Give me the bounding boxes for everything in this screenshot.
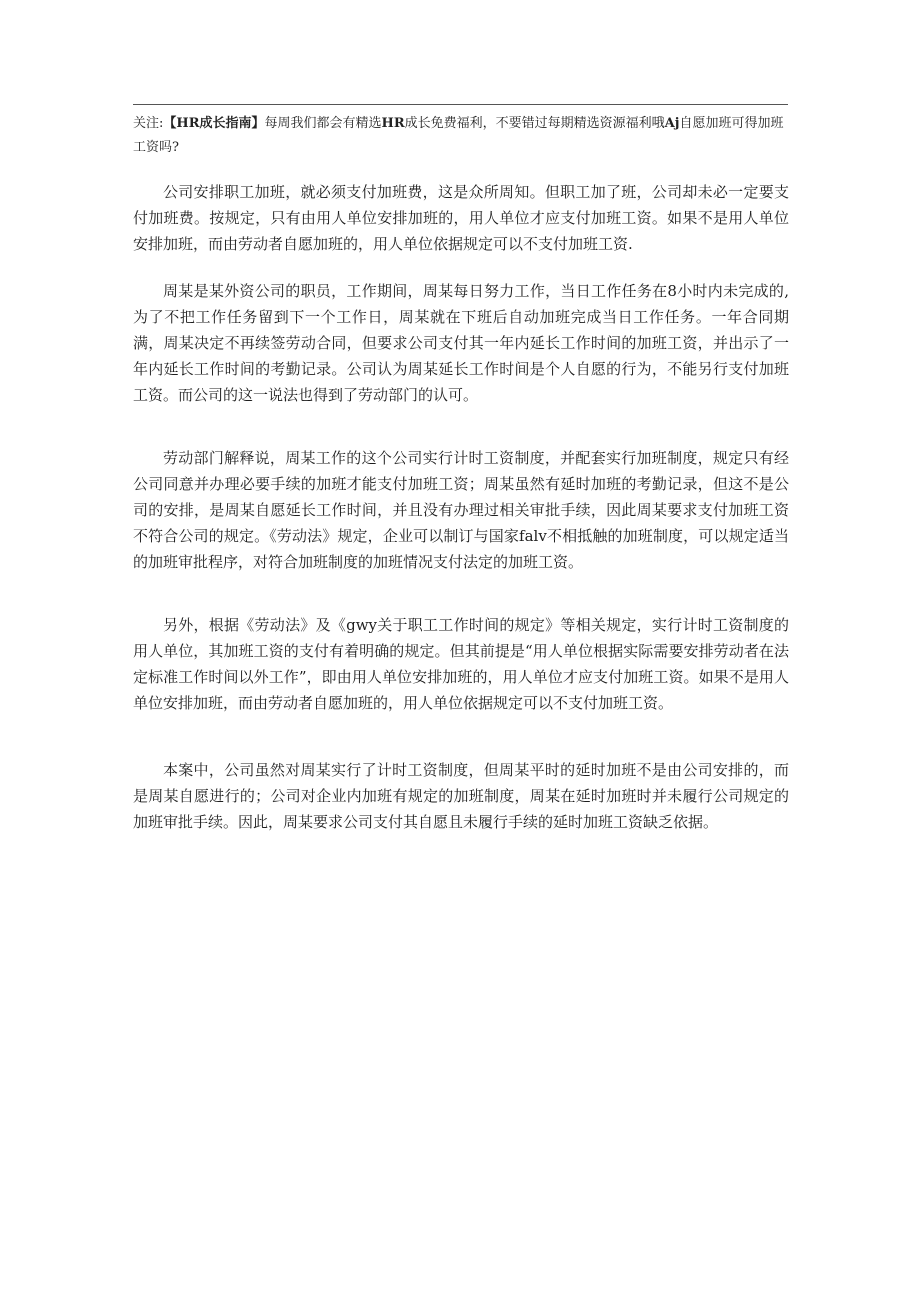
header-text-1: 每周我们都会有精选: [264, 116, 382, 131]
header-brand: HR成长指南: [176, 116, 252, 131]
header-bracket-close: 】: [251, 116, 265, 131]
body-paragraph-2: 周某是某外资公司的职员，工作期间，周某每日努力工作，当日工作任务在8小时内未完成的, 为了不把工作任务留到下一个工作日，周某就在下班后自动加班完成当日工作任务。一年合同期满，周某决定不再续签劳动合同，但要求公司支付其一年内延长工作时间的加班工资，并出示了一年内延长工作时间的考勤记录。公司认为周某延长工作时间是个人自愿的行为，不能另行支付加班工资。而公司的这一说法也得到了劳动部门的认可。: [133, 282, 789, 404]
header-text-3: 自愿加班可得加班工资吗?: [133, 116, 784, 155]
header-hr: HR: [381, 116, 405, 131]
body-paragraph-1: 公司安排职工加班，就必须支付加班费，这是众所周知。但职工加了班，公司却未必一定要支付加班费。按规定，只有由用人单位安排加班的，用人单位才应支付加班工资。如果不是用人单位安排加班，而由劳动者自愿加班的，用人单位依据规定可以不支付加班工资.: [133, 183, 789, 253]
header-prefix: 关注:: [133, 116, 164, 131]
header-text-2: 成长免费福利，不要错过每期精选资源福利哦: [404, 116, 665, 131]
header-divider: [133, 104, 788, 105]
body-paragraph-4: 另外，根据《劳动法》及《gwy关于职工工作时间的规定》等相关规定，实行计时工资制度的用人单位，其加班工资的支付有着明确的规定。但其前提是“用人单位根据实际需要安排劳动者在法定标准工作时间以外工作”，即由用人单位安排加班的，用人单位才应支付加班工资。如果不是用人单位安排加班，而由劳动者自愿加班的，用人单位依据规定可以不支付加班工资。: [133, 616, 789, 712]
header-note: [133, 112, 788, 160]
body-paragraph-3: 劳动部门解释说，周某工作的这个公司实行计时工资制度，并配套实行加班制度，规定只有经公司同意并办理必要手续的加班才能支付加班工资；周某虽然有延时加班的考勤记录，但这不是公司的安排，是周某自愿延长工作时间，并且没有办理过相关审批手续，因此周某要求支付加班工资不符合公司的规定。《劳动法》规定，企业可以制订与国家falv不相抵触的加班制度，可以规定适当的加班审批程序，对符合加班制度的加班情况支付法定的加班工资。: [133, 449, 789, 571]
body-paragraph-5: 本案中，公司虽然对周某实行了计时工资制度，但周某平时的延时加班不是由公司安排的，而是周某自愿进行的；公司对企业内加班有规定的加班制度，周某在延时加班时并未履行公司规定的加班审批手续。因此，周某要求公司支付其自愿且未履行手续的延时加班工资缺乏依据。: [133, 761, 789, 831]
header-bracket-open: 【: [163, 116, 177, 131]
header-aj: Aj: [664, 116, 680, 131]
